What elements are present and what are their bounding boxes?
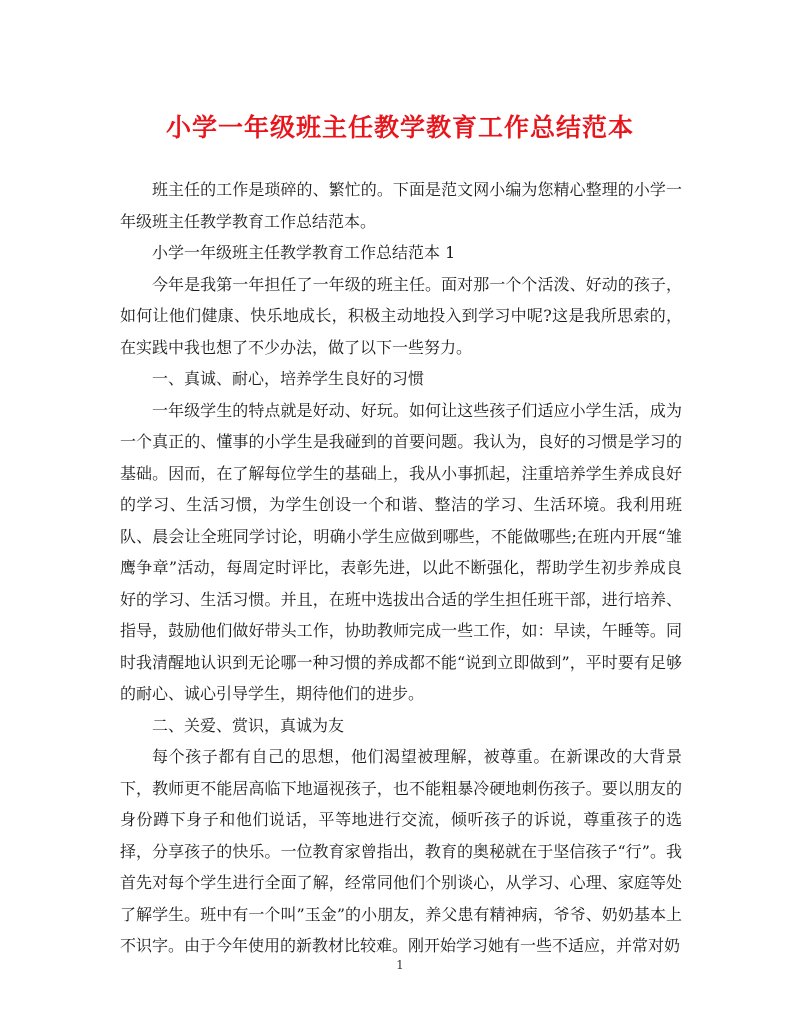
intro-paragraph: 班主任的工作是琐碎的、繁忙的。下面是范文网小编为您精心整理的小学一年级班主任教学教育工作总结范本。	[120, 180, 682, 231]
section-heading-2: 二、关爱、赏识，真诚为友	[152, 715, 345, 735]
body-paragraph: 一年级学生的特点就是好动、好玩。如何让这些孩子们适应小学生活，成为一个真正的、懂事的小学生是我碰到的首要问题。我认为，良好的习惯是学习的基础。因而，在了解每位学生的基础上，我从小事抓起，注重培养学生养成良好的学习、生活习惯，为学生创设一个和谐、整洁的学习、生活环境。我利用班队、晨会让全班同学讨论，明确小学生应做到哪些，不能做哪些;在班内开展“雏鹰争章”活动，每周定时评比，表彰先进，以此不断强化，帮助学生初步养成良好的学习、生活习惯。并且，在班中选拔出合适的学生担任班干部，进行培养、指导，鼓励他们做好带头工作，协助教师完成一些工作，如：早读，午睡等。同时我清醒地认识到无论哪一种习惯的养成都不能“说到立即做到”，平时要有足够的耐心、诚心引导学生，期待他们的进步。	[120, 400, 682, 703]
document-body	[120, 174, 682, 962]
section-heading-main: 小学一年级班主任教学教育工作总结范本 1	[152, 243, 456, 262]
page-number: 1	[396, 958, 404, 972]
document-title: 小学一年级班主任教学教育工作总结范本	[165, 113, 634, 142]
section-heading-1: 一、真诚、耐心，培养学生良好的习惯	[152, 369, 425, 388]
body-paragraph: 每个孩子都有自己的思想，他们渴望被理解，被尊重。在新课改的大背景下，教师更不能居高临下地逼视孩子，也不能粗暴冷硬地刺伤孩子。要以朋友的身份蹲下身子和他们说话，平等地进行交流，倾听孩子的诉说，尊重孩子的选择，分享孩子的快乐。一位教育家曾指出，教育的奥秘就在于坚信孩子“行”。我首先对每个学生进行全面了解，经常同他们个别谈心，从学习、心理、家庭等处了解学生。班中有一个叫”玉金”的小朋友，养父患有精神病，爷爷、奶奶基本上不识字。由于今年使用的新教材比较难。刚开始学习她有一些不适应，并常对奶	[120, 747, 682, 955]
body-paragraph: 今年是我第一年担任了一年级的班主任。面对那一个个活泼、好动的孩子，如何让他们健康、快乐地成长，积极主动地投入到学习中呢?这是我所思索的，在实践中我也想了不少办法，做了以下一些努力。	[120, 274, 682, 357]
